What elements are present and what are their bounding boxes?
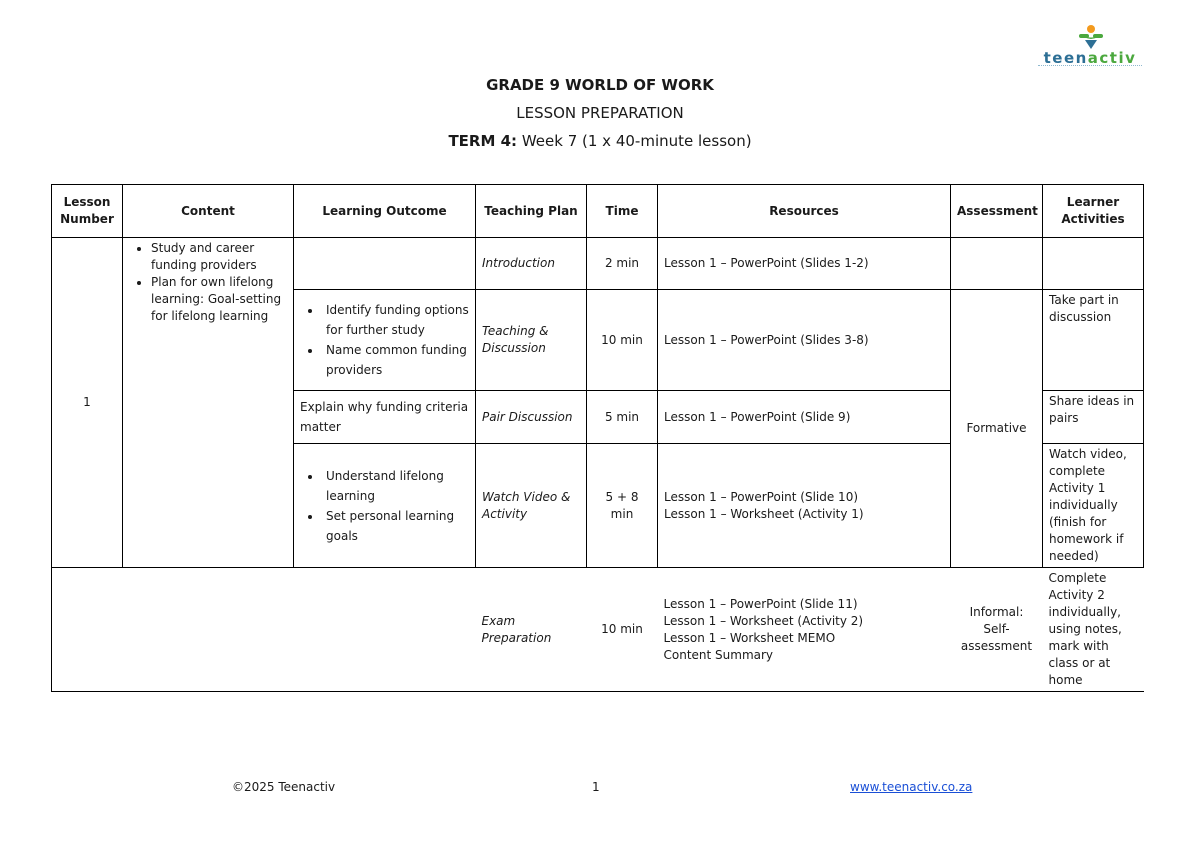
activity-cell: Share ideas in pairs: [1043, 391, 1144, 444]
time-cell: 2 min: [587, 238, 658, 290]
resources-cell: [658, 568, 951, 692]
col-header: Content: [123, 185, 294, 238]
logo-wordmark: teenactiv: [1043, 49, 1137, 67]
lesson-number-cell: 1: [52, 238, 123, 568]
time-cell: 10 min: [587, 290, 658, 391]
resources-cell: [658, 391, 951, 444]
resources-cell: [658, 444, 951, 568]
teaching-plan-cell: Watch Video & Activity: [476, 444, 587, 568]
assessment-cell: Formative: [951, 290, 1043, 568]
logo-tagline: [1038, 65, 1142, 68]
document-title: GRADE 9 WORLD OF WORK: [486, 76, 714, 94]
resource-item: Lesson 1 – Worksheet (Activity 2): [663, 613, 864, 628]
resources-cell: [658, 290, 951, 391]
teaching-plan-cell: Pair Discussion: [476, 391, 587, 444]
content-item: • Study and career funding providers: [151, 240, 287, 274]
content-cell: [123, 568, 294, 692]
content-cell: [123, 238, 294, 568]
activity-cell: Complete Activity 2 individually, using notes, mark with class or at home: [1043, 568, 1144, 692]
content-item: • Plan for own lifelong learning: Goal-setting for lifelong learning: [151, 274, 287, 325]
resource-item: Content Summary: [663, 647, 774, 662]
time-cell: 5 min: [587, 391, 658, 444]
time-cell: 5 + 8 min: [587, 444, 658, 568]
table-row: [52, 568, 1144, 692]
teaching-plan-cell: Teaching & Discussion: [476, 290, 587, 391]
activity-cell: [1043, 238, 1144, 290]
term-label: TERM 4:: [448, 132, 518, 150]
col-header: Time: [587, 185, 658, 238]
activity-cell: Watch video, complete Activity 1 individually (finish for homework if needed): [1043, 444, 1144, 568]
resource-item: Lesson 1 – PowerPoint (Slides 3-8): [664, 332, 869, 347]
logo-figure-icon: [1076, 24, 1106, 50]
resource-item: Lesson 1 – Worksheet MEMO: [663, 630, 836, 645]
footer-copyright: ©2025 Teenactiv: [232, 780, 336, 794]
assessment-cell: Informal: Self-assessment: [951, 568, 1043, 692]
document-subtitle: LESSON PREPARATION: [516, 104, 684, 122]
activity-cell: Take part in discussion: [1043, 290, 1144, 391]
lesson-number-cell: [52, 568, 123, 692]
outcome-cell: [294, 238, 476, 290]
outcome-cell: [294, 444, 476, 568]
footer-website-link[interactable]: www.teenactiv.co.za: [850, 780, 973, 794]
col-header: Teaching Plan: [476, 185, 587, 238]
resource-item: Lesson 1 – PowerPoint (Slide 11): [663, 596, 858, 611]
term-line: [0, 132, 1200, 150]
outcome-item: • Identify funding options for further study: [322, 300, 469, 340]
col-header: Lesson Number: [52, 185, 123, 238]
col-header: Learning Outcome: [294, 185, 476, 238]
col-header: Assessment: [951, 185, 1043, 238]
outcome-cell: [294, 568, 476, 692]
resource-item: Lesson 1 – PowerPoint (Slide 9): [664, 409, 851, 424]
outcome-item: • Set personal learning goals: [322, 506, 469, 546]
teaching-plan-cell: Introduction: [476, 238, 587, 290]
outcome-item: • Understand lifelong learning: [322, 466, 469, 506]
col-header: Resources: [658, 185, 951, 238]
outcome-cell: [294, 290, 476, 391]
term-detail: Week 7 (1 x 40-minute lesson): [521, 132, 752, 150]
outcome-cell: Explain why funding criteria matter: [294, 391, 476, 444]
assessment-cell: [951, 238, 1043, 290]
resource-item: Lesson 1 – Worksheet (Activity 1): [664, 506, 864, 521]
table-header-row: [52, 185, 1144, 238]
teenactiv-logo: [1032, 24, 1148, 68]
footer-page-number: 1: [592, 780, 600, 794]
time-cell: 10 min: [587, 568, 658, 692]
resources-cell: [658, 238, 951, 290]
resource-item: Lesson 1 – PowerPoint (Slide 10): [664, 489, 859, 504]
lesson-plan-table: [51, 184, 1144, 692]
outcome-item: • Name common funding providers: [322, 340, 469, 380]
col-header: Learner Activities: [1043, 185, 1144, 238]
resource-item: Lesson 1 – PowerPoint (Slides 1-2): [664, 256, 869, 270]
teaching-plan-cell: Exam Preparation: [476, 568, 587, 692]
table-row: [52, 238, 1144, 290]
